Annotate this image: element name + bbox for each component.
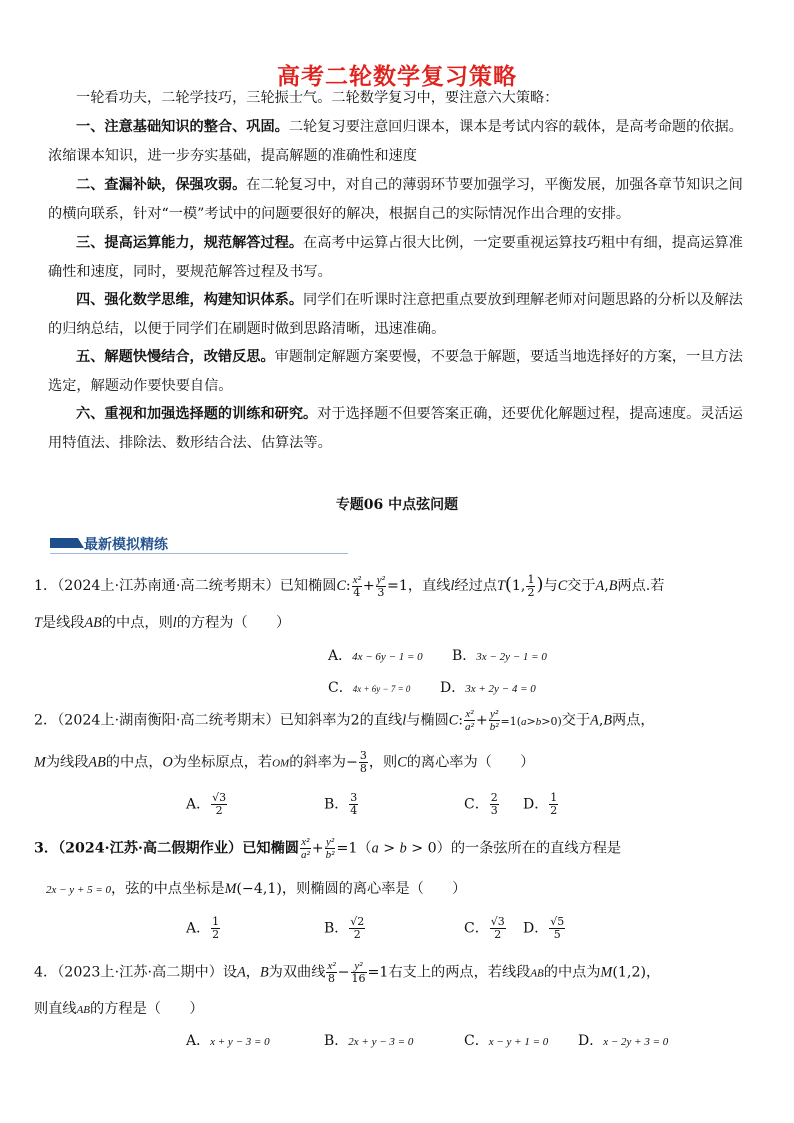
q3-option-b[interactable]: B． $\frac{√2}{2}$ — [324, 915, 365, 941]
banner-bar-icon — [50, 538, 84, 548]
strategy-5 — [48, 343, 748, 401]
question-3-line2: 2x − y + 5 = 0，弦的中点坐标是M(−4,1)，则椭圆的离心率是（ ） — [46, 881, 467, 897]
q1-option-b[interactable]: B．3x − 2y − 1 = 0 — [452, 648, 547, 664]
banner-underline — [50, 553, 348, 554]
strategy-1 — [48, 113, 748, 171]
q3-option-d[interactable]: D． $\frac{√5}{5}$ — [523, 915, 565, 941]
question-3: 3．（2024·江苏·高二假期作业）已知椭圆 $\frac{\text{x²}}{\text{a²}}$ + $\frac{\text{y²}}{\text{b²}}$ =1（a > b > 0）的一条弦所在的直线方程是 — [34, 836, 622, 861]
question-2: 2．（2024上·湖南衡阳·高二统考期末）已知斜率为2的直线l与椭圆C: $\frac{\text{x²}}{\text{a²}}$ + $\frac{\text{y²}}{\text{b²}}$ =1(a>b>0)交于A,B两点， — [34, 708, 655, 733]
strategy-head: 五、解题快慢结合，改错反思。 — [76, 349, 275, 365]
strategy-4 — [48, 286, 748, 344]
strategy-body: 对于选择题不但要答案正确，还要优化解题过程，提高速度。灵活运用特值法、排除法、数形结合法、估算法等。 — [48, 406, 743, 451]
strategy-head: 三、提高运算能力，规范解答过程。 — [76, 235, 304, 251]
question-4: 4．（2023上·江苏·高二期中）设A，B为双曲线 $\frac{\text{x²}}{8}$ − $\frac{\text{y²}}{16}$ =1右支上的两点，若线段AB的中点为M(1,2)， — [34, 960, 661, 985]
q1-option-d[interactable]: D．3x + 2y − 4 = 0 — [440, 680, 536, 696]
q1-option-c[interactable]: C．4x + 6y − 7 = 0 — [328, 680, 411, 696]
section-banner — [50, 534, 350, 556]
strategy-body: 审题制定解题方案要慢，不要急于解题，要适当地选择好的方案，一旦方法选定，解题动作要快要自信。 — [48, 349, 743, 394]
q1-option-a[interactable]: A．4x − 6y − 1 = 0 — [328, 648, 423, 664]
strategy-head: 一、注意基础知识的整合、巩固。 — [76, 119, 289, 135]
q2-option-c[interactable]: C． $\frac{2}{3}$ — [464, 791, 498, 817]
strategy-2 — [48, 171, 748, 229]
strategy-body: 在二轮复习中，对自己的薄弱环节要加强学习，平衡发展，加强各章节知识之间的横向联系，针对“一模”考试中的问题要很好的解决，根据自己的实际情况作出合理的安排。 — [48, 177, 743, 222]
q3-option-c[interactable]: C． $\frac{√3}{2}$ — [464, 915, 505, 941]
banner-label: 最新模拟精练 — [84, 537, 168, 553]
question-4-line2: 则直线AB的方程是（ ） — [34, 1001, 204, 1017]
strategy-6 — [48, 400, 748, 458]
strategy-body: 在高考中运算占很大比例，一定要重视运算技巧粗中有细，提高运算准确性和速度，同时，要规范解答过程及书写。 — [48, 235, 743, 280]
strategy-head: 四、强化数学思维，构建知识体系。 — [76, 292, 304, 308]
q3-option-a[interactable]: A． $\frac{1}{2}$ — [186, 915, 220, 941]
strategy-3 — [48, 229, 748, 287]
q4-option-a[interactable]: A．x + y − 3 = 0 — [186, 1033, 270, 1049]
q1-source: 1．（2024上·江苏南通·高二统考期末）已知椭圆 — [34, 578, 337, 594]
question-2-line2: M为线段AB的中点，O为坐标原点，若OM的斜率为− $\frac{3}{8}$ ，则C的离心率为（ ） — [34, 749, 535, 775]
q2-option-b[interactable]: B． $\frac{3}{4}$ — [324, 791, 358, 817]
q4-option-b[interactable]: B．2x + y − 3 = 0 — [324, 1033, 414, 1049]
section-title: 专题06 中点弦问题 — [335, 497, 459, 513]
q2-option-d[interactable]: D． $\frac{1}{2}$ — [523, 791, 558, 817]
q4-option-c[interactable]: C．x − y + 1 = 0 — [464, 1033, 549, 1049]
q4-option-d[interactable]: D．x − 2y + 3 = 0 — [578, 1033, 669, 1049]
strategy-head: 二、查漏补缺，保强攻弱。 — [76, 177, 247, 193]
strategy-body: 二轮复习要注意回归课本，课本是考试内容的载体，是高考命题的依据。浓缩课本知识，进一步夯实基础，提高解题的准确性和速度 — [48, 119, 743, 164]
page-title: 高考二轮数学复习策略 — [277, 64, 517, 90]
question-1: 1．（2024上·江苏南通·高二统考期末）已知椭圆C: $\frac{\text{x²}}{4}$ + $\frac{\text{y²}}{3}$ =1，直线l经过点T(1, $\frac{1}{2}$ )与C交于A,B两点.若 — [34, 572, 665, 599]
strategy-head: 六、重视和加强选择题的训练和研究。 — [76, 406, 318, 422]
q2-option-a[interactable]: A． $\frac{√3}{2}$ — [186, 791, 227, 817]
question-1-line2: T是线段AB的中点，则l的方程为（ ） — [34, 615, 291, 631]
strategy-body: 同学们在听课时注意把重点要放到理解老师对问题思路的分析以及解法的归纳总结，以便于同学们在刷题时做到思路清晰，迅速准确。 — [48, 292, 743, 337]
intro-paragraph: 一轮看功夫，二轮学技巧，三轮振士气。二轮数学复习中，要注意六大策略： — [76, 90, 559, 106]
